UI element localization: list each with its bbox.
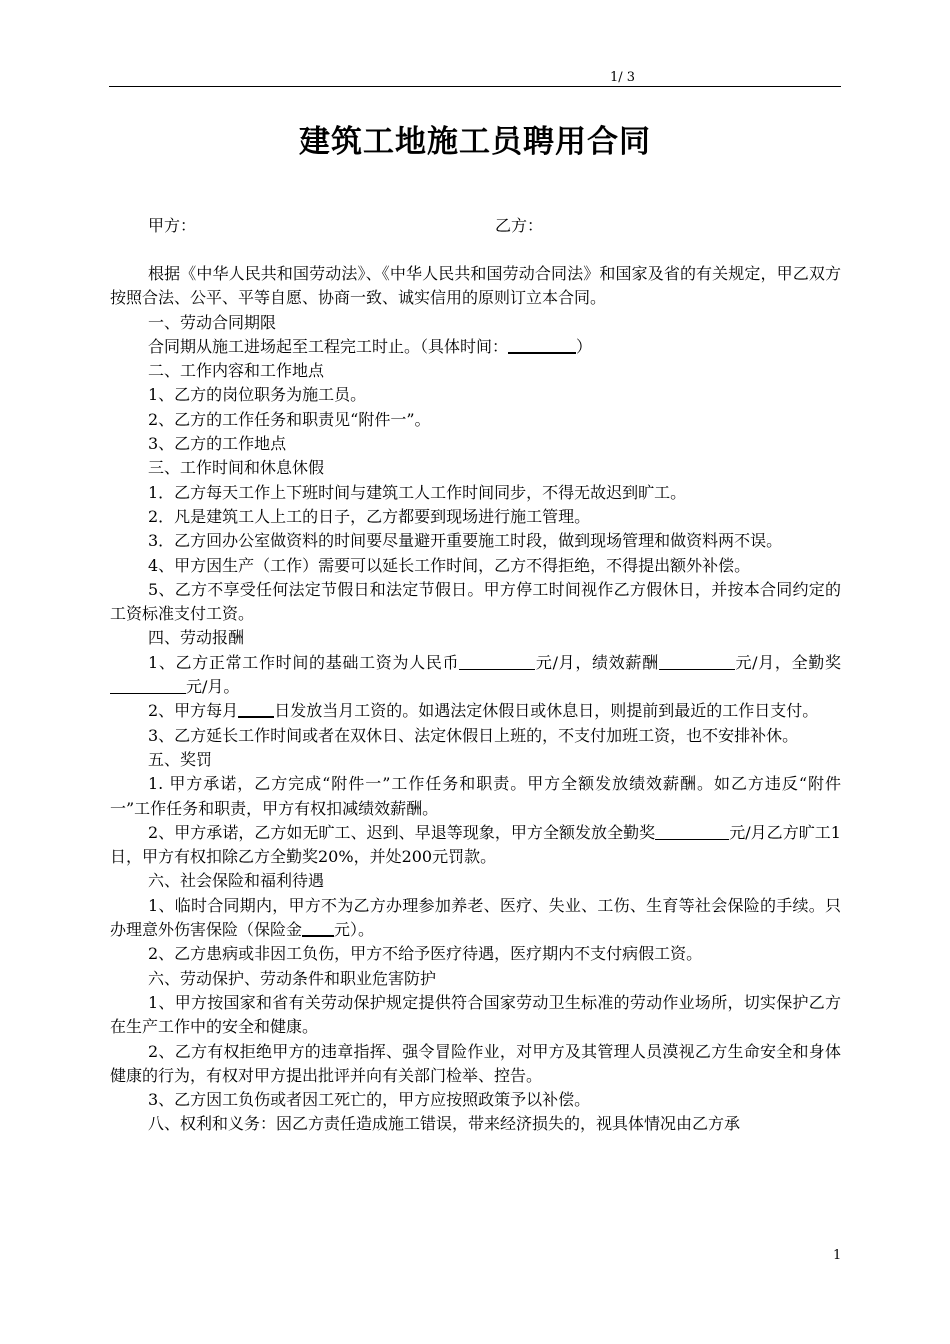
paragraph: 1、甲方按国家和省有关劳动保护规定提供符合国家劳动卫生标准的劳动作业场所，切实保护乙方在生产工作中的安全和健康。 bbox=[110, 992, 841, 1037]
party-b-label: 乙方： bbox=[495, 216, 544, 235]
party-a-label: 甲方： bbox=[148, 216, 197, 235]
paragraph: 3、乙方延长工作时间或者在双休日、法定休假日上班的，不支付加班工资，也不安排补休。 bbox=[148, 725, 799, 745]
section-heading: 一、劳动合同期限 bbox=[148, 312, 277, 332]
blank-field bbox=[655, 823, 729, 840]
header-divider bbox=[109, 86, 841, 87]
paragraph: 八、权利和义务：因乙方责任造成施工错误，带来经济损失的，视具体情况由乙方承 bbox=[148, 1114, 741, 1134]
paragraph: 2．凡是建筑工人上工的日子，乙方都要到现场进行施工管理。 bbox=[148, 506, 591, 526]
document-title: 建筑工地施工员聘用合同 bbox=[299, 124, 651, 160]
paragraph: 2、乙方有权拒绝甲方的违章指挥、强令冒险作业，对甲方及其管理人员漠视乙方生命安全和身体健康的行为，有权对甲方提出批评并向有关部门检举、控告。 bbox=[110, 1041, 841, 1085]
header-page-indicator: 1/ 3 bbox=[610, 70, 636, 85]
paragraph: 3、乙方的工作地点 bbox=[148, 434, 287, 454]
paragraph: 5、乙方不享受任何法定节假日和法定节假日。甲方停工时间视作乙方假休日，并按本合同约定的工资标准支付工资。 bbox=[110, 579, 841, 624]
paragraph: 2、甲方承诺，乙方如无旷工、迟到、早退等现象，甲方全额发放全勤奖 元/月乙方旷工1日，甲方有权扣除乙方全勤奖20%，并处200元罚款。 bbox=[110, 822, 841, 867]
blank-field bbox=[238, 700, 274, 718]
parties-line bbox=[148, 213, 848, 237]
blank-field bbox=[659, 653, 735, 670]
blank-field bbox=[302, 919, 334, 937]
section-heading: 六、劳动保护、劳动条件和职业危害防护 bbox=[148, 968, 437, 988]
blank-field bbox=[459, 653, 535, 670]
paragraph: 1、乙方的岗位职务为施工员。 bbox=[148, 385, 367, 405]
blank-field bbox=[508, 336, 576, 354]
paragraph: 1、临时合同期内，甲方不为乙方办理参加养老、医疗、失业、工伤、生育等社会保险的手续。只办理意外伤害保险（保险金 元）。 bbox=[110, 895, 841, 940]
paragraph: 根据《中华人民共和国劳动法》、《中华人民共和国劳动合同法》和国家及省的有关规定，甲乙双方按照合法、公平、平等自愿、协商一致、诚实信用的原则订立本合同。 bbox=[110, 264, 841, 308]
paragraph: 4、甲方因生产（工作）需要可以延长工作时间，乙方不得拒绝，不得提出额外补偿。 bbox=[148, 555, 751, 575]
paragraph: 3、乙方因工负伤或者因工死亡的，甲方应按照政策予以补偿。 bbox=[148, 1090, 591, 1110]
section-heading: 二、工作内容和工作地点 bbox=[148, 361, 325, 381]
paragraph: 合同期从施工进场起至工程完工时止。（具体时间： ） bbox=[148, 336, 593, 356]
section-heading: 五、奖罚 bbox=[148, 749, 213, 769]
paragraph: 2、乙方患病或非因工负伤，甲方不给予医疗待遇，医疗期内不支付病假工资。 bbox=[148, 944, 703, 964]
paragraph: 1. 甲方承诺，乙方完成“附件一”工作任务和职责。甲方全额发放绩效薪酬。如乙方违反“附件一”工作任务和职责，甲方有权扣减绩效薪酬。 bbox=[110, 774, 841, 818]
section-heading: 三、工作时间和休息休假 bbox=[148, 458, 325, 478]
contract-body bbox=[110, 262, 841, 1137]
section-heading: 六、社会保险和福利待遇 bbox=[148, 871, 325, 891]
paragraph: 1．乙方每天工作上下班时间与建筑工人工作时间同步，不得无故迟到旷工。 bbox=[148, 482, 687, 502]
section-heading: 四、劳动报酬 bbox=[148, 628, 245, 648]
blank-field bbox=[110, 677, 186, 694]
paragraph: 3．乙方回办公室做资料的时间要尽量避开重要施工时段，做到现场管理和做资料两不误。 bbox=[148, 531, 783, 551]
paragraph: 2、甲方每月 日发放当月工资的。如遇法定休假日或休息日，则提前到最近的工作日支付。 bbox=[148, 701, 819, 721]
footer-page-number: 1 bbox=[833, 1248, 842, 1263]
paragraph: 2、乙方的工作任务和职责见“附件一”。 bbox=[148, 409, 431, 429]
paragraph: 1、乙方正常工作时间的基础工资为人民币 元/月，绩效薪酬 元/月，全勤奖元/月。 bbox=[110, 651, 841, 700]
